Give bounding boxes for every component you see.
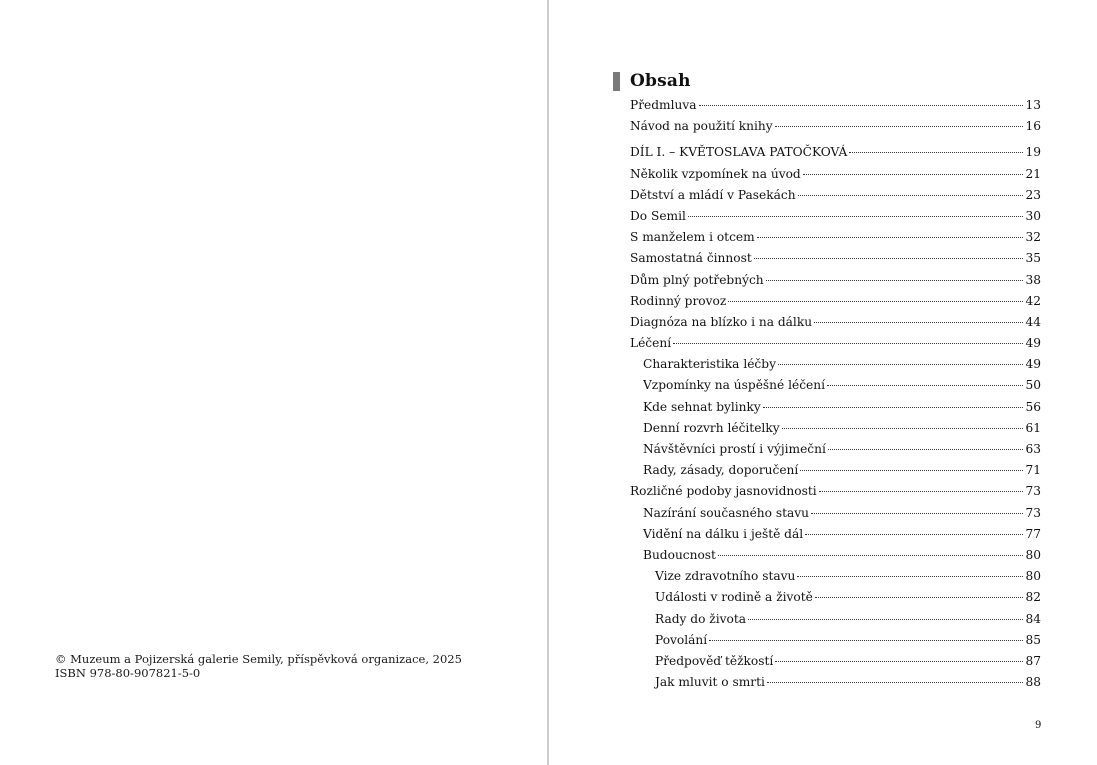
toc-entry[interactable] [630,397,1041,418]
toc-entry-label: S manželem i otcem [630,230,755,245]
toc-entry[interactable] [630,630,1041,651]
leader-dots [798,195,1024,196]
leader-dots [819,491,1024,492]
toc-entry-page: 50 [1025,378,1041,393]
toc-entry-page: 49 [1025,336,1041,351]
copyright-line: © Muzeum a Pojizerská galerie Semily, příspěvková organizace, 2025 [55,652,462,666]
toc-entry[interactable] [630,587,1041,608]
toc-entry-page: 63 [1025,442,1041,456]
toc-entry-label: Denní rozvrh léčitelky [643,420,780,435]
toc-entry[interactable] [630,609,1041,630]
toc-entry-label: Vidění na dálku i ještě dál [643,526,804,541]
toc-entry-page: 88 [1025,675,1041,690]
toc-entry-label: Rady, zásady, doporučení [643,463,799,478]
leader-dots [709,640,1023,641]
left-page [0,0,547,765]
toc-entry[interactable] [630,672,1041,693]
toc-entry[interactable] [630,185,1041,206]
toc-entry[interactable] [630,164,1041,185]
leader-dots [748,619,1023,620]
toc-entry-label: Kde sehnat bylinky [643,399,761,414]
toc-entry[interactable] [630,439,1041,460]
leader-dots [775,126,1024,127]
toc-entry-label: Rozličné podoby jasnovidnosti [630,484,817,499]
leader-dots [805,534,1023,535]
leader-dots [815,597,1024,598]
leader-dots [754,258,1024,259]
toc-entry-page: 32 [1025,230,1041,245]
toc-entry[interactable] [630,291,1041,312]
toc-entry-page: 30 [1025,208,1041,223]
toc-entry[interactable] [630,95,1041,116]
right-page [549,0,1097,765]
toc-entry-label: Dům plný potřebných [630,272,764,287]
toc-entry-label: Vzpomínky na úspěšné léčení [643,378,826,393]
toc-entry-page: 85 [1025,632,1041,647]
toc-entry[interactable] [630,651,1041,672]
toc-entry-page: 84 [1025,611,1041,626]
toc-entry-label: Povolání [655,632,708,647]
toc-entry-label: Předpověď těžkostí [655,653,774,668]
toc-entry[interactable] [630,460,1041,481]
toc-entry-label: Do Semil [630,208,686,223]
toc-title: Obsah [630,71,691,91]
toc-entry-page: 80 [1025,547,1041,562]
toc-entry[interactable] [630,375,1041,396]
leader-dots [800,470,1023,471]
toc-entry[interactable] [630,312,1041,333]
leader-dots [827,385,1023,386]
leader-dots [803,174,1024,175]
toc-entry[interactable] [630,354,1041,375]
toc-entry[interactable] [630,524,1041,545]
toc-entry-page: 71 [1025,463,1041,478]
toc-entry[interactable] [630,270,1041,291]
toc-entry-label: Předmluva [630,98,697,112]
isbn-line: ISBN 978-80-907821-5-0 [55,666,201,680]
toc-entry-page: 77 [1025,526,1041,541]
leader-dots [767,682,1024,683]
imprint [55,652,462,680]
heading-bar [613,72,620,91]
toc-entry-label: Vize zdravotního stavu [655,569,796,584]
toc-entry-page: 49 [1025,357,1041,372]
leader-dots [782,428,1024,429]
toc-entry-page: 16 [1025,119,1041,134]
toc-entry-page: 73 [1025,505,1041,520]
toc-entry[interactable] [630,248,1041,269]
toc-entry[interactable] [630,545,1041,566]
toc-entry-label: Dětství a mládí v Pasekách [630,187,796,202]
toc-entry-page: 21 [1025,166,1041,181]
toc-entry-page: 35 [1025,251,1041,266]
toc-entry[interactable] [630,503,1041,524]
leader-dots [763,407,1024,408]
leader-dots [814,322,1023,323]
leader-dots [797,576,1023,577]
leader-dots [811,513,1023,514]
toc-entry-page: 73 [1025,484,1041,499]
toc-entry[interactable] [630,566,1041,587]
toc-entry[interactable] [630,333,1041,354]
toc-entry-label: Rady do života [655,611,747,626]
toc-entry-page: 44 [1025,314,1041,329]
toc-entry-label: Události v rodině a životě [655,590,813,605]
toc-entry-label: Rodinný provoz [630,293,727,308]
leader-dots [699,105,1024,106]
toc-entry-label: Budoucnost [643,547,716,562]
toc-entry[interactable] [630,142,1041,163]
toc-entry-page: 82 [1025,590,1041,605]
toc-entry-page: 19 [1025,145,1041,160]
page-number: 9 [1035,720,1042,731]
toc-entry-label: Návod na použití knihy [630,119,773,134]
toc-heading [613,71,691,91]
toc-entry-label: Léčení [630,336,672,351]
toc-entry-label: Jak mluvit o smrti [655,675,765,690]
toc-entry-label: Charakteristika léčby [643,357,776,372]
leader-dots [778,364,1024,365]
toc-entry-page: 38 [1025,272,1041,287]
toc-entry-label: Nazírání současného stavu [643,505,810,520]
leader-dots [828,449,1024,450]
toc-entry-page: 56 [1025,399,1041,414]
leader-dots [849,152,1023,153]
toc-entry-label: Několik vzpomínek na úvod [630,166,801,181]
toc-entry[interactable] [630,481,1041,502]
toc-entry-page: 13 [1025,98,1041,112]
toc-entry[interactable] [630,418,1041,439]
leader-dots [728,301,1023,302]
leader-dots [688,216,1024,217]
leader-dots [718,555,1024,556]
toc-entry[interactable] [630,116,1041,137]
toc-entry-label: DÍL I. – KVĚTOSLAVA PATOČKOVÁ [630,145,848,160]
toc-entry[interactable] [630,227,1041,248]
toc-entry-label: Samostatná činnost [630,251,752,266]
table-of-contents [630,95,1041,693]
leader-dots [673,343,1023,344]
toc-entry-page: 42 [1025,293,1041,308]
toc-entry[interactable] [630,206,1041,227]
leader-dots [766,280,1024,281]
toc-entry-page: 87 [1025,653,1041,668]
leader-dots [757,237,1024,238]
toc-entry-page: 61 [1025,420,1041,435]
toc-entry-page: 80 [1025,569,1041,584]
toc-entry-label: Návštěvníci prostí i výjimeční [643,442,826,456]
leader-dots [775,661,1023,662]
toc-entry-label: Diagnóza na blízko i na dálku [630,314,813,329]
toc-entry-page: 23 [1025,187,1041,202]
